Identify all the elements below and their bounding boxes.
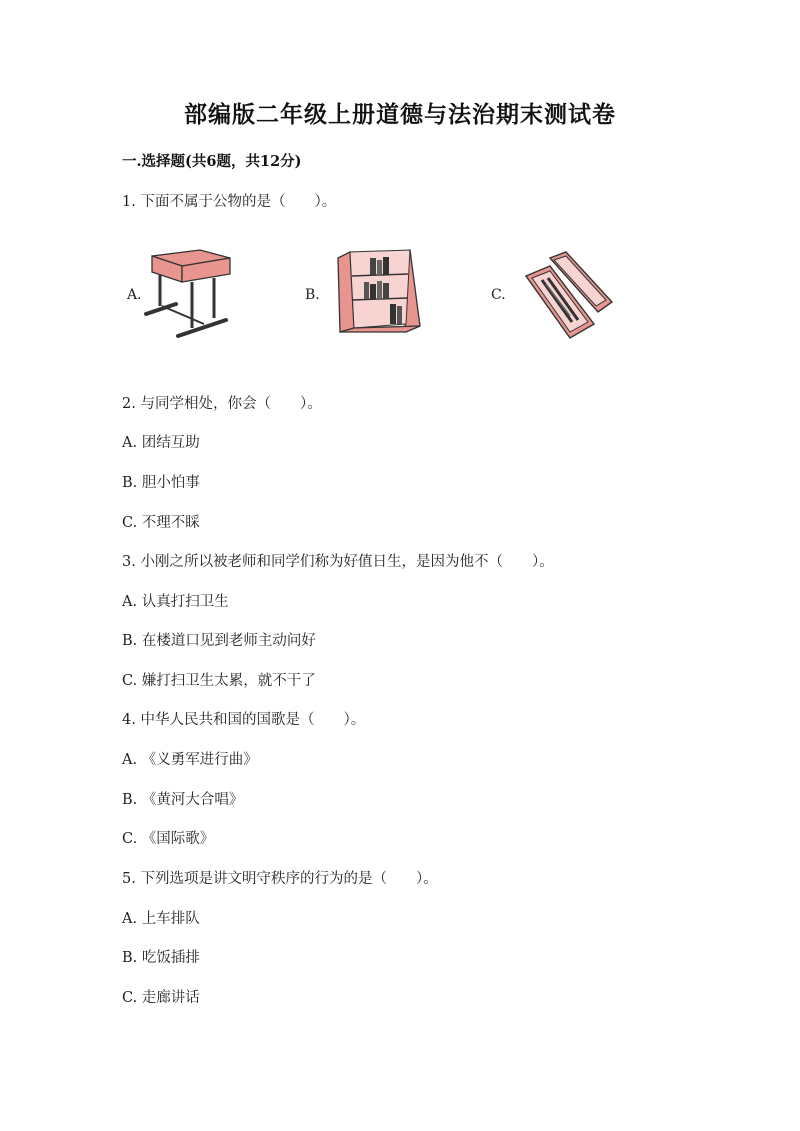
question-2-option-a[interactable]: A. 团结互助 <box>122 435 200 451</box>
question-3-option-b[interactable]: B. 在楼道口见到老师主动问好 <box>122 633 316 649</box>
page-title: 部编版二年级上册道德与法治期末测试卷 <box>184 101 616 128</box>
question-1-option-c-label: C. <box>491 287 506 303</box>
question-5-option-c[interactable]: C. 走廊讲话 <box>122 990 200 1006</box>
question-4-option-b[interactable]: B. 《黄河大合唱》 <box>122 792 244 808</box>
question-2-option-c[interactable]: C. 不理不睬 <box>122 515 200 531</box>
question-4-option-c[interactable]: C. 《国际歌》 <box>122 831 215 847</box>
question-1-stem: 1. 下面不属于公物的是（ ）。 <box>122 194 337 210</box>
question-3-stem: 3. 小刚之所以被老师和同学们称为好值日生，是因为他不（ ）。 <box>122 554 554 570</box>
question-5-stem: 5. 下列选项是讲文明守秩序的行为的是（ ）。 <box>122 871 438 887</box>
question-3-option-c[interactable]: C. 嫌打扫卫生太累，就不干了 <box>122 673 316 689</box>
question-4-stem: 4. 中华人民共和国的国歌是（ ）。 <box>122 712 366 728</box>
section-title: 一.选择题(共6题，共12分) <box>122 153 302 170</box>
question-5-option-a[interactable]: A. 上车排队 <box>122 911 200 927</box>
question-1-option-a-label: A. <box>127 287 142 303</box>
question-5-option-b[interactable]: B. 吃饭插排 <box>122 950 200 966</box>
school-desk-icon[interactable] <box>142 244 238 344</box>
bookshelf-icon[interactable] <box>330 248 426 338</box>
question-3-option-a[interactable]: A. 认真打扫卫生 <box>122 594 229 610</box>
question-1-option-b-label: B. <box>305 287 320 303</box>
pencil-case-icon[interactable] <box>520 250 616 342</box>
question-2-stem: 2. 与同学相处，你会（ ）。 <box>122 396 322 412</box>
question-2-option-b[interactable]: B. 胆小怕事 <box>122 475 200 491</box>
question-4-option-a[interactable]: A. 《义勇军进行曲》 <box>122 752 258 768</box>
